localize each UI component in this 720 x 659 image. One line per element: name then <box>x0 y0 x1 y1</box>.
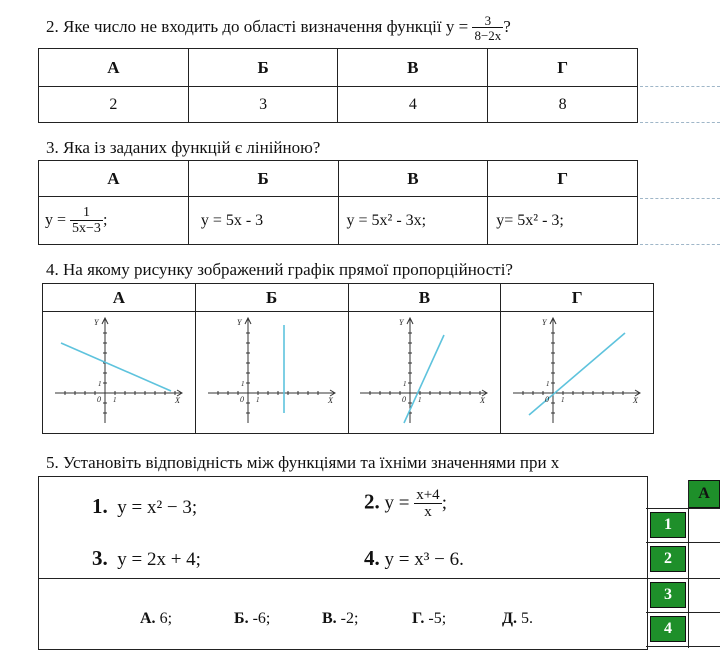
x-unit-label: 1 <box>561 396 565 404</box>
question-2-table <box>38 48 638 123</box>
function-number: 1. <box>92 494 108 518</box>
function-number: 3. <box>92 546 108 570</box>
answer-option <box>234 610 270 628</box>
answer-cell[interactable]: y= 5x² - 3; <box>488 197 638 245</box>
grid-row-2: 2 <box>650 546 686 572</box>
question-2-text <box>46 14 511 42</box>
question-4-table <box>42 283 654 434</box>
graph-line <box>529 333 625 415</box>
function-suffix: ; <box>441 492 447 514</box>
graph-cell-v[interactable] <box>348 312 501 434</box>
dashed-line <box>640 244 720 245</box>
x-unit-label: 1 <box>112 396 117 404</box>
dashed-line <box>640 198 720 199</box>
fraction-denominator: 5x−3 <box>72 220 101 236</box>
graph-cell-a[interactable] <box>43 312 196 434</box>
answer-option <box>322 610 358 628</box>
function-number: 4. <box>364 546 380 570</box>
header-g: Г <box>501 284 654 312</box>
answer-cell[interactable]: 8 <box>488 87 638 123</box>
header-v: В <box>348 284 501 312</box>
answer-cell[interactable]: y = 5x - 3 <box>188 197 338 245</box>
formula-suffix: ; <box>102 211 108 229</box>
function-4 <box>364 546 464 571</box>
question-5-text: 5. Установіть відповідність між функціями та їхніми значеннями при x <box>46 453 560 472</box>
function-1 <box>92 494 197 519</box>
answer-grid-cell[interactable] <box>688 612 720 646</box>
origin-label: 0 <box>545 395 550 404</box>
answer-cell[interactable]: 2 <box>39 87 189 123</box>
y-axis-label: Y <box>236 318 242 327</box>
answer-letter: В. <box>322 610 337 627</box>
header-b: Б <box>188 49 338 87</box>
answer-letter: Б. <box>234 610 249 627</box>
y-unit-label: 1 <box>97 380 102 388</box>
answer-value: 6; <box>159 610 173 627</box>
answer-grid-cell[interactable] <box>688 508 720 542</box>
header-b: Б <box>195 284 348 312</box>
header-b: Б <box>188 161 338 197</box>
answer-cell[interactable]: y = 5x² - 3x; <box>338 197 488 245</box>
header-a: А <box>43 284 196 312</box>
answer-cell[interactable]: 4 <box>338 87 488 123</box>
y-axis-label: Y <box>542 318 547 327</box>
formula-fraction <box>70 206 103 236</box>
function-2 <box>364 488 447 520</box>
grid-row-1: 1 <box>650 512 686 538</box>
formula-prefix: y = <box>45 211 67 229</box>
x-axis-label: X <box>174 396 180 405</box>
question-3-text: 3. Яка із заданих функцій є лінійною? <box>46 138 321 157</box>
question-2-label: 2. Яке число не входить до області визначення функції y = <box>46 16 469 36</box>
answer-letter: Г. <box>412 610 425 627</box>
answer-value: 5. <box>521 610 534 627</box>
answer-grid-cell[interactable] <box>688 578 720 612</box>
function-formula: y = <box>384 492 410 514</box>
divider <box>38 578 647 579</box>
function-3 <box>92 546 201 571</box>
header-a: А <box>39 49 189 87</box>
y-unit-label: 1 <box>403 380 407 388</box>
x-unit-label: 1 <box>418 396 422 404</box>
question-2-fraction <box>472 14 503 42</box>
function-number: 2. <box>364 489 380 514</box>
answer-cell[interactable]: 3 <box>188 87 338 123</box>
fraction-numerator: 1 <box>82 204 90 220</box>
x-unit-label: 1 <box>255 396 260 404</box>
grid-row-3: 3 <box>650 582 686 608</box>
x-axis-label: X <box>633 396 639 405</box>
answer-cell[interactable] <box>39 197 189 245</box>
answer-value: -2; <box>340 610 359 627</box>
y-unit-label: 1 <box>546 380 550 388</box>
graph-cell-g[interactable] <box>501 312 654 434</box>
fraction-numerator: 3 <box>484 13 492 28</box>
answer-option <box>140 610 172 628</box>
x-axis-label: X <box>327 396 333 405</box>
x-axis-label: X <box>480 396 486 405</box>
fraction-denominator: 8−2x <box>474 28 502 43</box>
origin-label: 0 <box>402 395 407 404</box>
answer-value: -5; <box>428 610 447 627</box>
y-unit-label: 1 <box>240 380 245 388</box>
header-v: В <box>338 49 488 87</box>
fraction-denominator: x <box>414 503 441 520</box>
graph-v <box>354 313 494 427</box>
function-formula: y = x² − 3; <box>117 497 198 518</box>
origin-label: 0 <box>96 395 101 404</box>
dashed-line <box>640 122 720 123</box>
origin-label: 0 <box>239 395 244 404</box>
header-a: А <box>39 161 189 197</box>
fraction-numerator: x+4 <box>416 487 440 503</box>
graph-cell-b[interactable] <box>195 312 348 434</box>
grid-line <box>646 646 720 647</box>
answer-option <box>412 610 446 628</box>
function-formula: y = x³ − 6. <box>384 549 464 570</box>
question-2-tail: ? <box>503 16 511 36</box>
header-g: Г <box>488 49 638 87</box>
graph-a <box>49 313 189 427</box>
dashed-line <box>640 86 720 87</box>
y-axis-label: Y <box>399 318 404 327</box>
question-3-table <box>38 160 638 245</box>
graph-g <box>507 313 647 427</box>
header-g: Г <box>488 161 638 197</box>
grid-header: А <box>688 480 720 508</box>
answer-letter: А. <box>140 610 156 627</box>
grid-row-4: 4 <box>650 616 686 642</box>
y-axis-label: Y <box>93 318 99 327</box>
header-v: В <box>338 161 488 197</box>
answer-option <box>502 610 533 628</box>
question-4-text: 4. На якому рисунку зображений графік прямої пропорційності? <box>46 260 513 279</box>
answer-letter: Д. <box>502 610 518 627</box>
graph-line <box>61 343 171 391</box>
function-formula: y = 2x + 4; <box>117 549 201 570</box>
answer-grid-cell[interactable] <box>688 542 720 578</box>
function-fraction <box>414 488 441 520</box>
answer-value: -6; <box>252 610 271 627</box>
graph-b <box>202 313 342 427</box>
